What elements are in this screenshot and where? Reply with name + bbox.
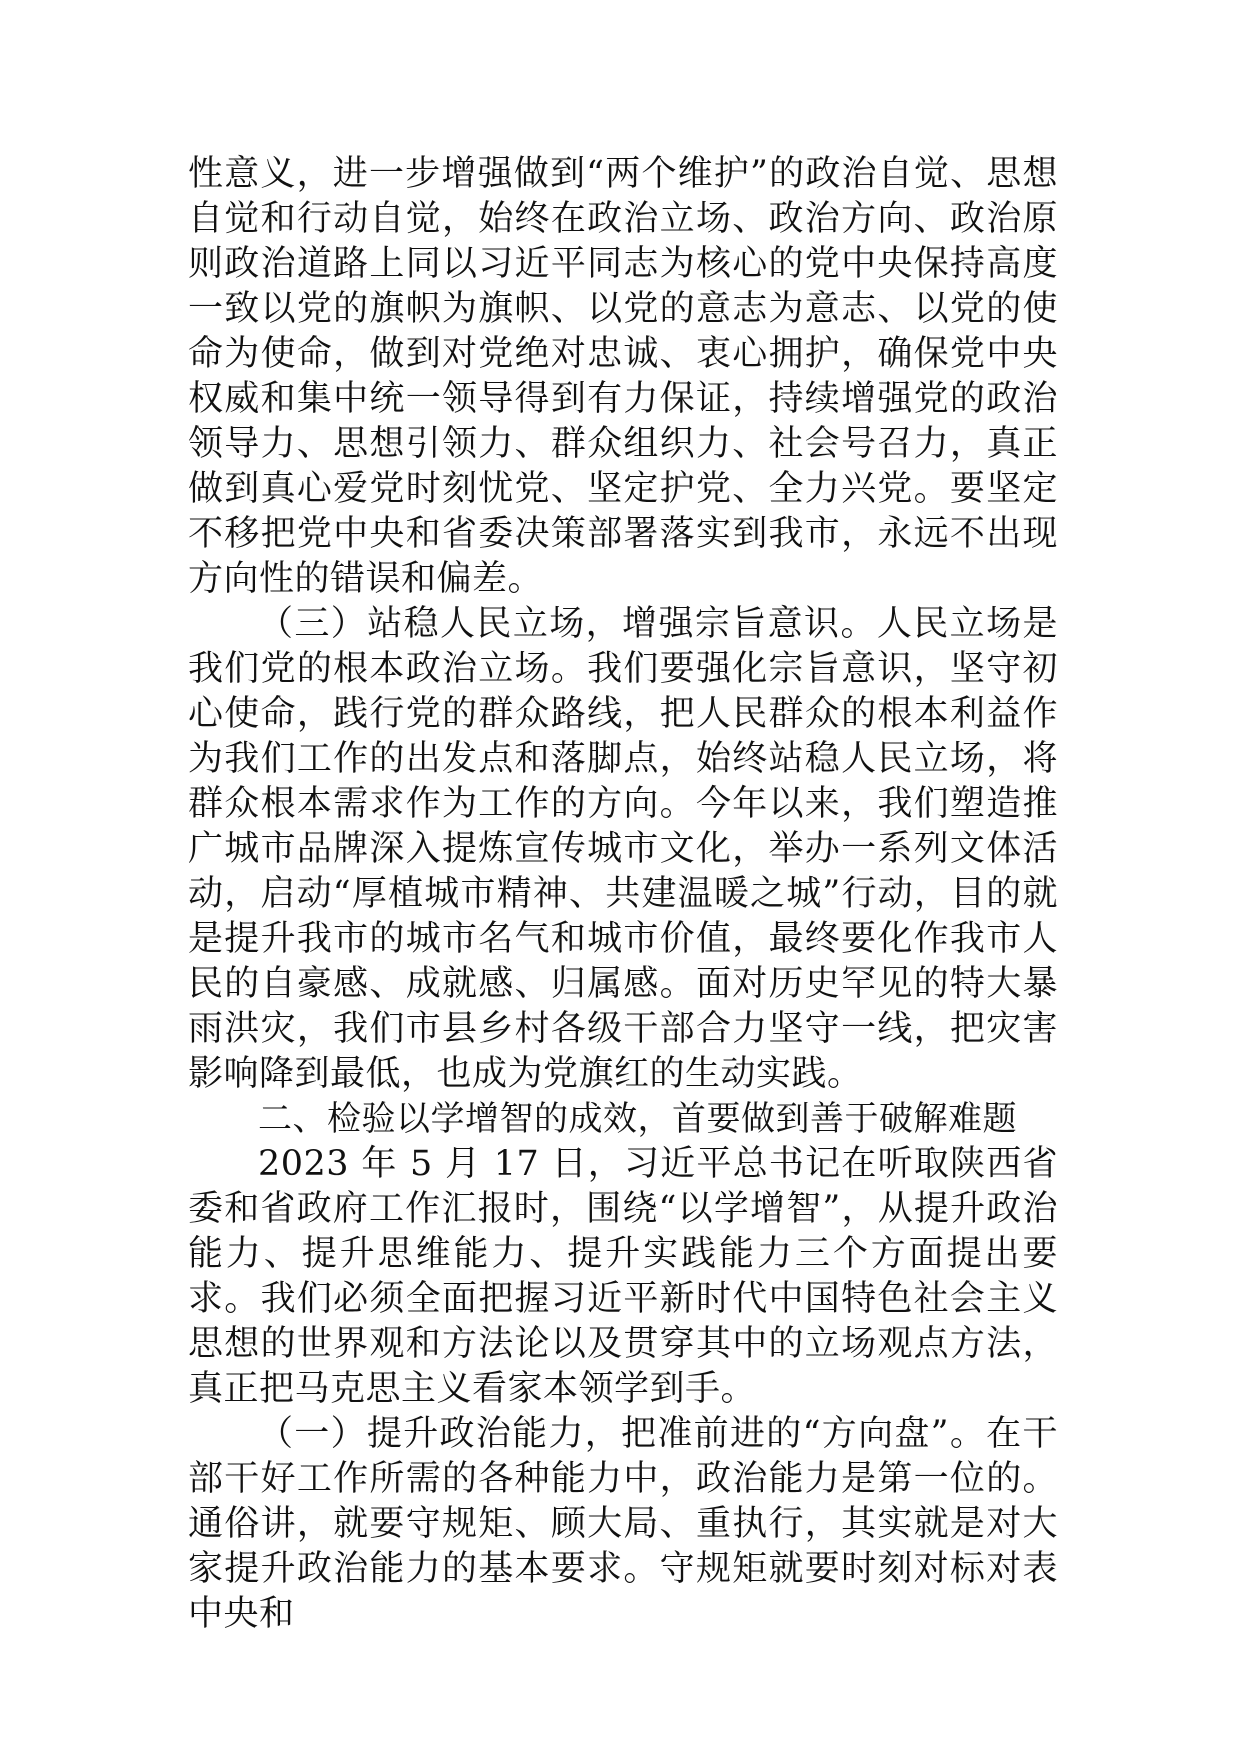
paragraph-continued: 性意义，进一步增强做到“两个维护”的政治自觉、思想自觉和行动自觉，始终在政治立场、政治方向、政治原则政治道路上同以习近平同志为核心的党中央保持高度一致以党的旗帜为旗帜、以党的意志为意志、以党的使命为使命，做到对党绝对忠诚、衷心拥护，确保党中央权威和集中统一领导得到有力保证，持续增强党的政治领导力、思想引领力、群众组织力、社会号召力，真正做到真心爱党时刻忧党、坚定护党、全力兴党。要坚定不移把党中央和省委决策部署落实到我市，永远不出现方向性的错误和偏差。 <box>188 154 1058 599</box>
section-heading-2: 二、检验以学增智的成效，首要做到善于破解难题 <box>258 1099 1017 1139</box>
paragraph-section-1: （一）提升政治能力，把准前进的“方向盘”。在干部干好工作所需的各种能力中，政治能力是第一位的。通俗讲，就要守规矩、顾大局、重执行，其实就是对大家提升政治能力的基本要求。守规矩就要时刻对标对表中央和 <box>188 1414 1058 1634</box>
paragraph-2023: 2023 年 5 月 17 日，习近平总书记在听取陕西省委和省政府工作汇报时，围绕“以学增智”，从提升政治能力、提升思维能力、提升实践能力三个方面提出要求。我们必须全面把握习近平新时代中国特色社会主义思想的世界观和方法论以及贯穿其中的立场观点方法，真正把马克思主义看家本领学到手。 <box>188 1144 1058 1409</box>
paragraph-section-3: （三）站稳人民立场，增强宗旨意识。人民立场是我们党的根本政治立场。我们要强化宗旨意识，坚守初心使命，践行党的群众路线，把人民群众的根本利益作为我们工作的出发点和落脚点，始终站稳人民立场，将群众根本需求作为工作的方向。今年以来，我们塑造推广城市品牌深入提炼宣传城市文化，举办一系列文体活动，启动“厚植城市精神、共建温暖之城”行动，目的就是提升我市的城市名气和城市价值，最终要化作我市人民的自豪感、成就感、归属感。面对历史罕见的特大暴雨洪灾，我们市县乡村各级干部合力坚守一线，把灾害影响降到最低，也成为党旗红的生动实践。 <box>188 604 1058 1094</box>
body-text <box>188 152 1058 1637</box>
